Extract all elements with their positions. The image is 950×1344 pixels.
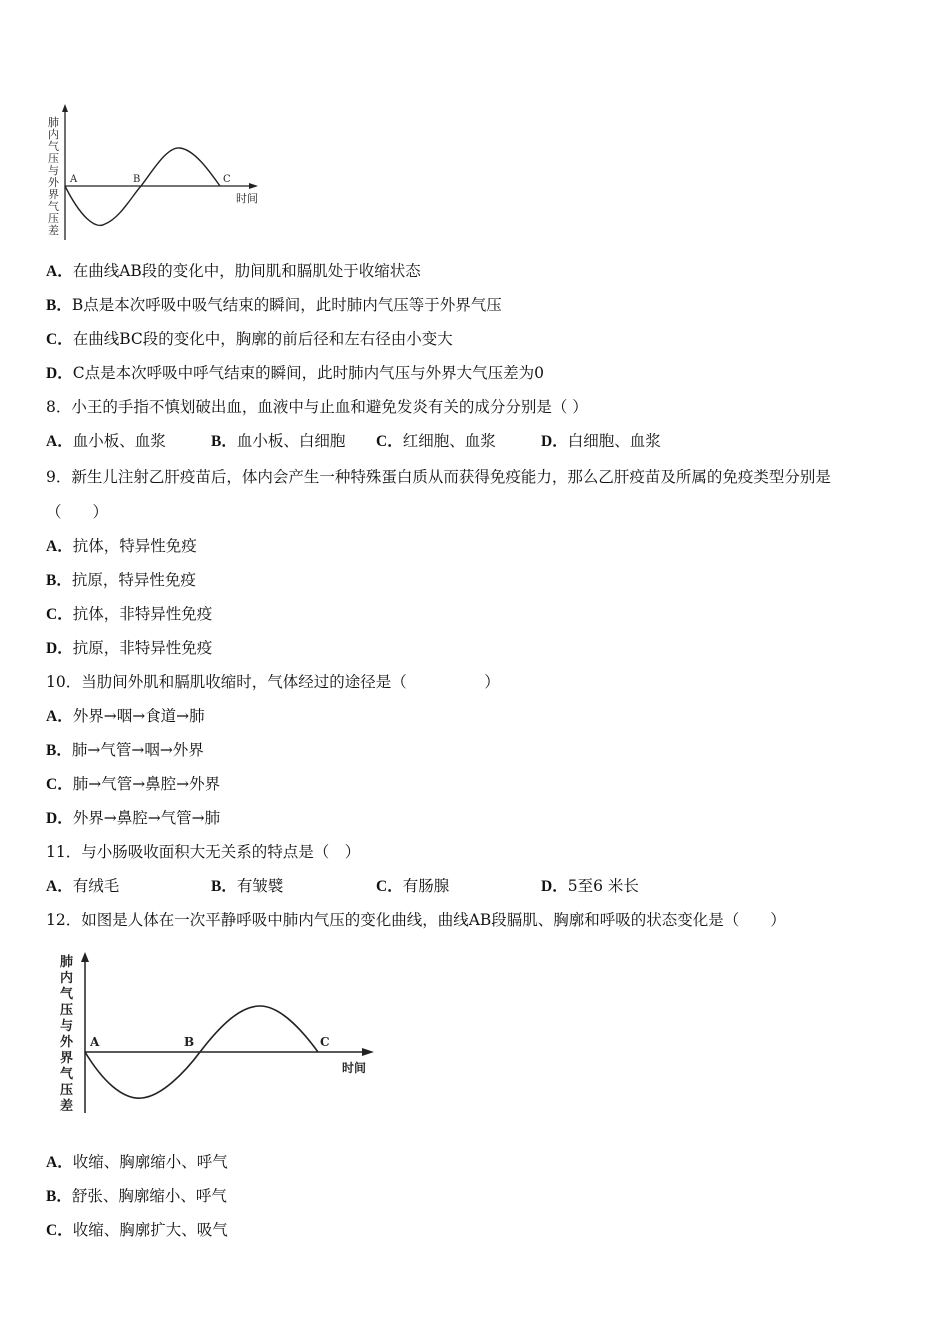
option-label: A．	[46, 708, 73, 725]
q11-stem: 11．与小肠吸收面积大无关系的特点是（ ）	[46, 843, 361, 861]
option-text: 抗原，非特异性免疫	[72, 639, 213, 657]
figure-1-x-arrow	[249, 183, 258, 189]
option-label: A．	[46, 1154, 73, 1171]
option-text: 抗体，特异性免疫	[72, 537, 197, 555]
option-label: C．	[46, 331, 73, 348]
figure-1-ylabel-char: 差	[48, 224, 59, 237]
figure-1-ylabel-char: 压	[48, 212, 59, 225]
figure-1-xlabel: 时间	[236, 192, 258, 205]
q8-option-d	[541, 431, 661, 452]
q10-option-c	[46, 774, 220, 795]
q12-stem: 12．如图是人体在一次平静呼吸中肺内气压的变化曲线，曲线AB段膈肌、胸廓和呼吸的状态变化是（ ）	[46, 911, 786, 929]
figure-2-x-arrow	[362, 1048, 374, 1056]
option-label: A．	[46, 263, 73, 280]
option-text: 收缩、胸廓缩小、呼气	[72, 1153, 228, 1171]
q7-option-d	[46, 363, 544, 384]
figure-1-ylabel-char: 与	[48, 164, 59, 177]
figure-2-ylabel-char: 气	[60, 1067, 74, 1082]
q10-option-b	[46, 740, 204, 761]
q11-option-a	[46, 876, 119, 897]
figure-1-ylabel	[48, 115, 60, 237]
q12-option-a	[46, 1152, 228, 1173]
figure-1-y-arrow	[62, 104, 68, 112]
figure-1-ylabel-char: 肺	[48, 116, 59, 129]
q10-stem: 10．当肋间外肌和膈肌收缩时，气体经过的途径是（ ）	[46, 673, 500, 691]
option-text: 肺→气管→鼻腔→外界	[72, 775, 221, 793]
option-text: 白细胞、血浆	[567, 432, 661, 450]
figure-1-point-label: B	[133, 174, 141, 185]
option-text: 舒张、胸廓缩小、呼气	[71, 1187, 227, 1205]
figure-2-ylabel-char: 压	[60, 1083, 74, 1098]
q9-option-d	[46, 638, 212, 659]
option-text: 抗体，非特异性免疫	[72, 605, 213, 623]
option-label: B．	[211, 433, 237, 450]
option-text: 有皱襞	[236, 877, 284, 895]
figure-1-ylabel-char: 压	[48, 152, 59, 165]
option-text: 在曲线AB段的变化中，肋间肌和膈肌处于收缩状态	[72, 262, 421, 280]
figure-1-point-label: A	[70, 174, 78, 185]
option-label: A．	[46, 433, 73, 450]
option-text: B点是本次呼吸中吸气结束的瞬间，此时肺内气压等于外界气压	[71, 296, 502, 314]
figure-2-y-arrow	[81, 952, 89, 962]
option-text: 肺→气管→咽→外界	[71, 741, 204, 759]
option-text: 在曲线BC段的变化中，胸廓的前后径和左右径由小变大	[72, 330, 453, 348]
q9-option-a	[46, 536, 197, 557]
option-label: B．	[46, 572, 72, 589]
figure-2-ylabel-char: 外	[60, 1035, 74, 1050]
figure-2-ylabel-char: 压	[60, 1003, 74, 1018]
option-label: D．	[541, 433, 568, 450]
q9-option-c	[46, 604, 212, 625]
figure-1-ylabel-char: 界	[48, 188, 59, 201]
option-text: 抗原，特异性免疫	[71, 571, 196, 589]
figure-2-ylabel-char: 内	[60, 971, 74, 986]
q12-option-b	[46, 1186, 227, 1207]
figure-2-point-label: C	[320, 1035, 330, 1049]
figure-2-ylabel-char: 气	[60, 987, 74, 1002]
q9-option-b	[46, 570, 196, 591]
option-text: 有绒毛	[72, 877, 120, 895]
figure-2-ylabel-char: 与	[60, 1019, 74, 1034]
pressure-curve-figure-2	[40, 948, 385, 1118]
figure-2-ylabel	[60, 954, 74, 1114]
option-label: A．	[46, 878, 73, 895]
figure-2-xlabel: 时间	[342, 1061, 367, 1075]
figure-2-point-label: B	[184, 1035, 195, 1049]
option-label: C．	[376, 878, 403, 895]
pressure-curve-figure-1	[40, 100, 270, 245]
option-label: C．	[46, 606, 73, 623]
q8-option-a	[46, 431, 166, 452]
q8-stem: 8．小王的手指不慎划破出血，血液中与止血和避免发炎有关的成分分别是（ ）	[46, 398, 588, 416]
figure-2-ylabel-char: 界	[60, 1051, 74, 1066]
q8-option-c	[376, 431, 496, 452]
q11-option-d	[541, 876, 639, 897]
q12-option-c	[46, 1220, 228, 1241]
q8-option-b	[211, 431, 345, 452]
figure-2-point-label: A	[90, 1035, 100, 1049]
option-label: D．	[46, 810, 73, 827]
option-label: B．	[46, 1188, 72, 1205]
figure-2-ylabel-char: 差	[60, 1099, 74, 1114]
q11-option-c	[376, 876, 449, 897]
figure-1-point-label: C	[223, 174, 231, 185]
option-text: 血小板、血浆	[72, 432, 166, 450]
q9-stem-cont: （ ）	[46, 503, 109, 521]
figure-2-ylabel-char: 肺	[60, 955, 74, 970]
figure-1-ylabel-char: 外	[48, 176, 59, 189]
option-label: D．	[541, 878, 568, 895]
option-text: 血小板、白细胞	[236, 432, 346, 450]
option-text: C点是本次呼吸中呼气结束的瞬间，此时肺内气压与外界大气压差为0	[72, 364, 544, 382]
option-text: 有肠腺	[402, 877, 450, 895]
option-label: C．	[46, 776, 73, 793]
q9-stem: 9．新生儿注射乙肝疫苗后，体内会产生一种特殊蛋白质从而获得免疫能力，那么乙肝疫苗及所属的免疫类型分别是	[46, 468, 831, 486]
figure-1-ylabel-char: 气	[48, 200, 59, 213]
q11-option-b	[211, 876, 283, 897]
option-label: D．	[46, 365, 73, 382]
option-text: 5至6 米长	[567, 877, 639, 895]
option-label: C．	[376, 433, 403, 450]
q10-option-a	[46, 706, 205, 727]
figure-1-ylabel-char: 内	[48, 128, 59, 141]
q10-option-d	[46, 808, 220, 829]
option-label: C．	[46, 1222, 73, 1239]
option-label: B．	[46, 742, 72, 759]
option-label: B．	[46, 297, 72, 314]
q7-option-b	[46, 295, 502, 316]
option-text: 外界→咽→食道→肺	[72, 707, 205, 725]
option-text: 外界→鼻腔→气管→肺	[72, 809, 221, 827]
option-text: 收缩、胸廓扩大、吸气	[72, 1221, 228, 1239]
q7-option-c	[46, 329, 453, 350]
q7-option-a	[46, 261, 421, 282]
option-label: A．	[46, 538, 73, 555]
option-label: B．	[211, 878, 237, 895]
figure-1-ylabel-char: 气	[48, 140, 59, 153]
option-text: 红细胞、血浆	[402, 432, 496, 450]
option-label: D．	[46, 640, 73, 657]
